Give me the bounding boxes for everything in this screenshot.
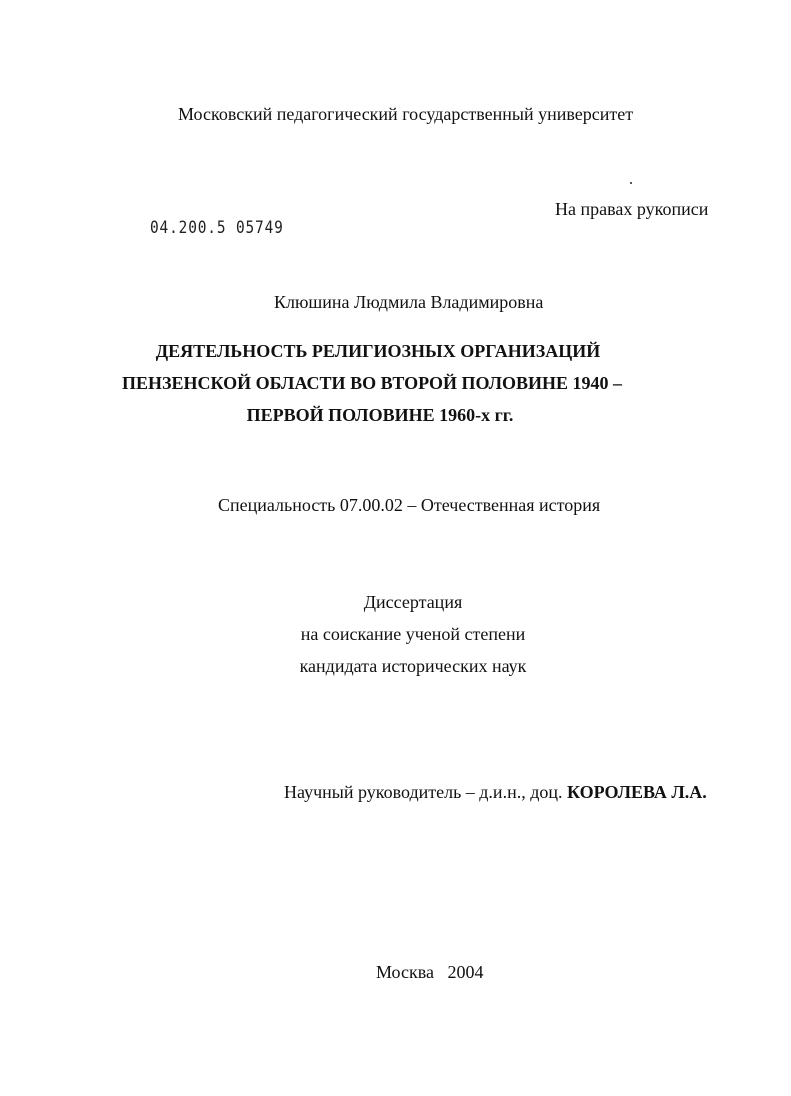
supervisor-prefix: Научный руководитель – д.и.н., доц. (284, 782, 563, 802)
thesis-title-line-3: ПЕРВОЙ ПОЛОВИНЕ 1960-х гг. (246, 405, 514, 425)
manuscript-note: На правах рукописи (555, 199, 709, 219)
specialty-line: Специальность 07.00.02 – Отечественная история (218, 495, 601, 515)
degree-line-1: Диссертация (363, 592, 463, 612)
thesis-title-line-2: ПЕНЗЕНСКОЙ ОБЛАСТИ ВО ВТОРОЙ ПОЛОВИНЕ 1940 – (121, 373, 623, 393)
thesis-title-line-1: ДЕЯТЕЛЬНОСТЬ РЕЛИГИОЗНЫХ ОРГАНИЗАЦИЙ (155, 341, 601, 361)
city-year (358, 939, 484, 1005)
university-name: Московский педагогический государственный университет (178, 104, 634, 124)
speck-mark (630, 182, 632, 184)
author-name: Клюшина Людмила Владимировна (274, 292, 544, 312)
library-stamp-number (150, 218, 284, 238)
supervisor-name: КОРОЛЕВА Л.А. (567, 782, 707, 802)
stamp-number-text: 04.200.5 05749 (150, 218, 284, 238)
city-year-text: Москва 2004 (376, 962, 484, 982)
degree-line-3: кандидата исторических наук (299, 656, 527, 676)
supervisor-line (284, 781, 707, 803)
degree-line-2: на соискание ученой степени (300, 624, 526, 644)
